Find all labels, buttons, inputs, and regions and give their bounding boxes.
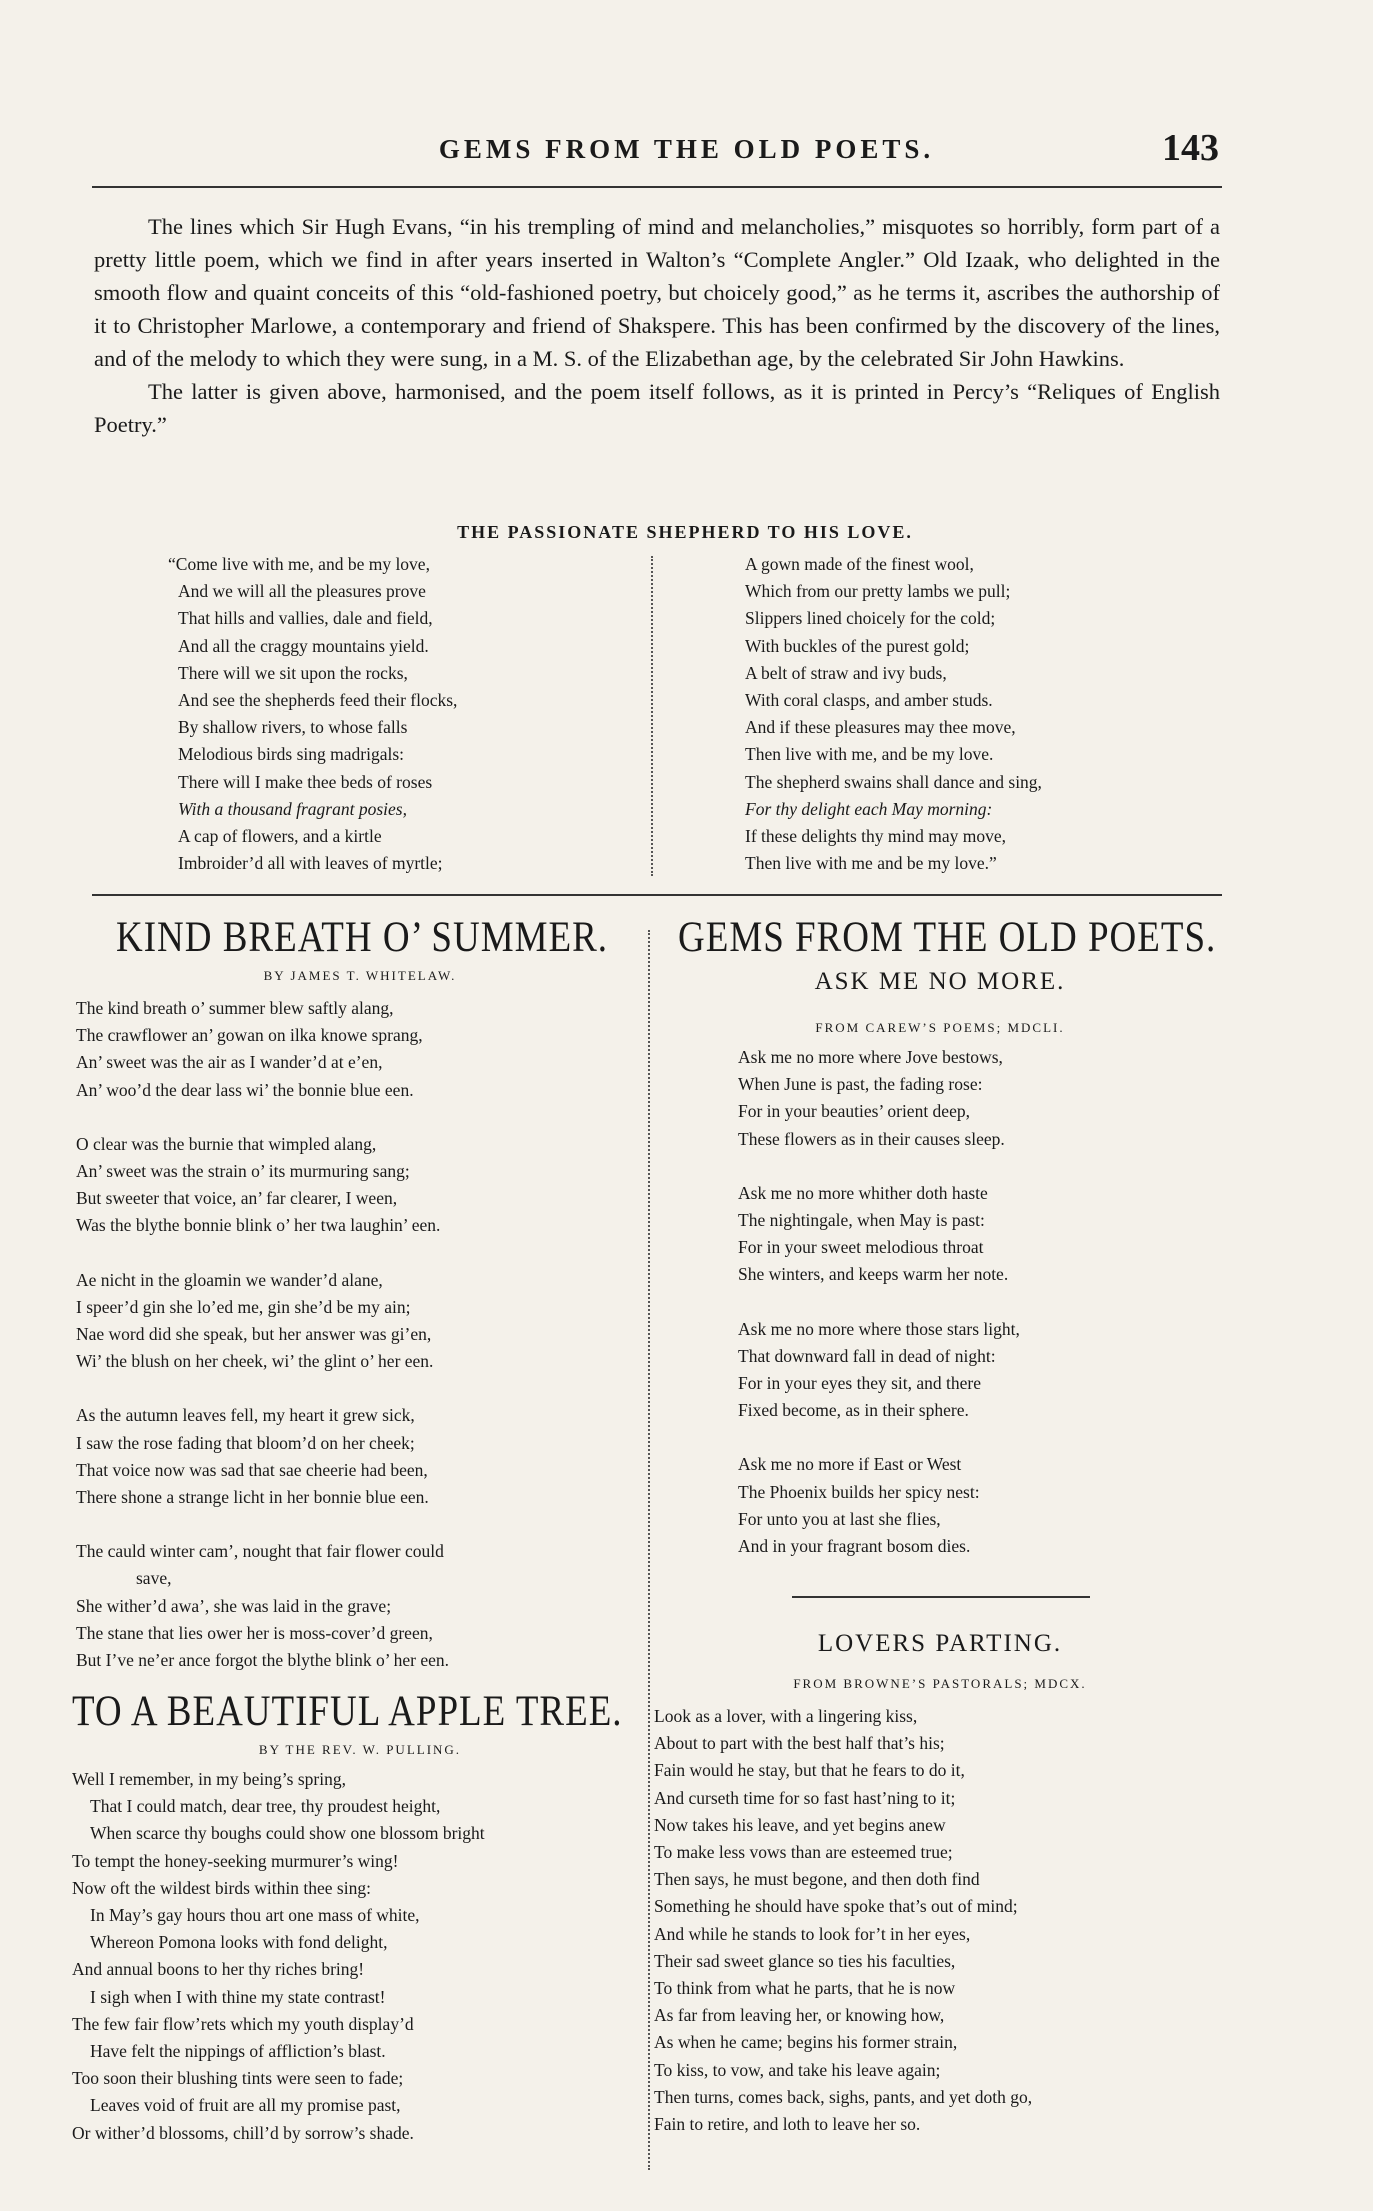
- verse-line: Then live with me, and be my love.: [745, 744, 994, 765]
- verse-line: Now takes his leave, and yet begins anew: [654, 1814, 946, 1835]
- verse-line: To tempt the honey-seeking murmurer’s wing!: [72, 1850, 399, 1871]
- verse-line: Something he should have spoke that’s out of mind;: [654, 1896, 1018, 1917]
- verse-line: For thy delight each May morning:: [745, 798, 993, 819]
- verse-line: That I could match, dear tree, thy proudest height,: [90, 1796, 441, 1817]
- verse-line: There will we sit upon the rocks,: [178, 662, 408, 683]
- stanza: [76, 1402, 636, 1511]
- verse-line: She wither’d awa’, she was laid in the grave;: [76, 1595, 392, 1616]
- verse-line: Ae nicht in the gloamin we wander’d alane,: [76, 1269, 383, 1290]
- verse-line: Melodious birds sing madrigals:: [178, 744, 405, 765]
- lovers-parting-byline: FROM BROWNE’S PASTORALS; MDCX.: [793, 1676, 1087, 1691]
- verse-line: The stane that lies ower her is moss-cover’d green,: [76, 1622, 433, 1643]
- verse-line: Look as a lover, with a lingering kiss,: [654, 1706, 918, 1726]
- verse-line: That hills and vallies, dale and field,: [178, 608, 433, 629]
- verse-line: As far from leaving her, or knowing how,: [654, 2005, 945, 2026]
- header-rule: [92, 186, 1222, 188]
- verse-line: I saw the rose fading that bloom’d on her cheek;: [76, 1432, 415, 1453]
- section-rule: [92, 894, 1222, 896]
- stanza: [738, 1180, 1198, 1289]
- lovers-parting-verse: [654, 1703, 1214, 2138]
- column-divider: [651, 556, 653, 876]
- stanza: [738, 1316, 1198, 1425]
- ask-me-no-more-byline: FROM CAREW’S POEMS; MDCLI.: [815, 1020, 1065, 1035]
- verse-line: Wi’ the blush on her cheek, wi’ the glint o’ her een.: [76, 1351, 434, 1372]
- verse-line: And see the shepherds feed their flocks,: [178, 690, 458, 711]
- verse-line: The kind breath o’ summer blew saftly alang,: [76, 998, 394, 1018]
- verse-line: For in your beauties’ orient deep,: [738, 1101, 970, 1122]
- verse-line: And if these pleasures may thee move,: [745, 717, 1016, 738]
- verse-line: For in your sweet melodious throat: [738, 1237, 984, 1258]
- stanza: [76, 1267, 636, 1376]
- verse-line: An’ sweet was the air as I wander’d at e’en,: [76, 1052, 383, 1073]
- verse-line: The Phoenix builds her spicy nest:: [738, 1481, 980, 1502]
- verse-line: “Come live with me, and be my love,: [168, 554, 430, 574]
- intro-paragraph: The lines which Sir Hugh Evans, “in his trempling of mind and melancholies,” misquotes so horribly, form part of a pretty little poem, which we find in after years inserted in Walton’s “Complete Angler.” Old Izaak, who delighted in the smooth flow and quaint conceits of this “old-fashioned poetry, but choicely good,” as he terms it, ascribes the authorship of it to Christopher Marlowe, a contemporary and friend of Shakspere. This has been confirmed by the discovery of the lines, and of the melody to which they were sung, in a M. S. of the Elizabethan age, by the celebrated Sir John Hawkins.: [94, 214, 1220, 371]
- verse-line: With buckles of the purest gold;: [745, 635, 970, 656]
- verse-line: That downward fall in dead of night:: [738, 1345, 996, 1366]
- verse-line: As the autumn leaves fell, my heart it grew sick,: [76, 1405, 415, 1426]
- verse-line: Slippers lined choicely for the cold;: [745, 608, 996, 629]
- verse-line: The shepherd swains shall dance and sing,: [745, 771, 1042, 792]
- ask-me-no-more-title: ASK ME NO MORE.: [814, 968, 1066, 995]
- page-number: 143: [1162, 127, 1219, 169]
- verse-line: Fixed become, as in their sphere.: [738, 1400, 969, 1421]
- verse-line: An’ woo’d the dear lass wi’ the bonnie blue een.: [76, 1079, 414, 1100]
- verse-line: Was the blythe bonnie blink o’ her twa laughin’ een.: [76, 1215, 441, 1236]
- verse-line: The cauld winter cam’, nought that fair flower could: [76, 1541, 444, 1562]
- verse-line: But sweeter that voice, an’ far clearer, I ween,: [76, 1188, 398, 1209]
- kind-breath-verse: [76, 995, 636, 1701]
- lovers-parting-title: LOVERS PARTING.: [817, 1630, 1063, 1657]
- verse-line: Ask me no more if East or West: [738, 1454, 962, 1475]
- verse-line: I sigh when I with thine my state contrast!: [90, 1986, 386, 2007]
- verse-line: There shone a strange licht in her bonnie blue een.: [76, 1487, 429, 1508]
- verse-line: A cap of flowers, and a kirtle: [178, 826, 382, 847]
- verse-line: And curseth time for so fast hast’ning to it;: [654, 1787, 956, 1808]
- verse-line: And annual boons to her thy riches bring!: [72, 1959, 365, 1980]
- verse-line: Imbroider’d all with leaves of myrtle;: [178, 853, 443, 874]
- verse-line: Ask me no more whither doth haste: [738, 1182, 988, 1203]
- verse-line: And in your fragrant bosom dies.: [738, 1536, 971, 1557]
- verse-line: When scarce thy boughs could show one blossom bright: [90, 1823, 485, 1844]
- stanza: [738, 1044, 1198, 1153]
- verse-line: And we will all the pleasures prove: [178, 581, 426, 602]
- verse-line: With a thousand fragrant posies,: [178, 798, 407, 819]
- verse-line: To think from what he parts, that he is now: [654, 1978, 956, 1999]
- verse-line: For unto you at last she flies,: [738, 1508, 941, 1529]
- passionate-shepherd-right-column: [745, 551, 1205, 877]
- running-title: GEMS FROM THE OLD POETS.: [438, 134, 935, 164]
- verse-line: Then live with me and be my love.”: [745, 853, 997, 874]
- apple-tree-verse: [72, 1766, 652, 2147]
- verse-line: But I’ve ne’er ance forgot the blythe blink o’ her een.: [76, 1650, 450, 1671]
- verse-line: An’ sweet was the strain o’ its murmuring sang;: [76, 1161, 410, 1182]
- verse-line: O clear was the burnie that wimpled alang,: [76, 1133, 377, 1154]
- intro-paragraph: The latter is given above, harmonised, and the poem itself follows, as it is printed in Percy’s “Reliques of English Poetry.”: [94, 379, 1220, 437]
- verse-line: A belt of straw and ivy buds,: [745, 662, 947, 683]
- gems-column-title: GEMS FROM THE OLD POETS.: [678, 913, 1217, 962]
- verse-line: Fain would he stay, but that he fears to do it,: [654, 1760, 965, 1781]
- verse-line: In May’s gay hours thou art one mass of white,: [90, 1905, 420, 1926]
- verse-line: The crawflower an’ gowan on ilka knowe sprang,: [76, 1025, 423, 1046]
- verse-line: Nae word did she speak, but her answer was gi’en,: [76, 1324, 432, 1345]
- kind-breath-title: KIND BREATH O’ SUMMER.: [116, 913, 609, 962]
- verse-line: She winters, and keeps warm her note.: [738, 1264, 1009, 1285]
- verse-line: Fain to retire, and loth to leave her so.: [654, 2114, 921, 2135]
- intro-text: [94, 210, 1220, 441]
- verse-line: The few fair flow’rets which my youth display’d: [72, 2013, 414, 2034]
- verse-line: About to part with the best half that’s his;: [654, 1733, 945, 1754]
- passionate-shepherd-title: THE PASSIONATE SHEPHERD TO HIS LOVE.: [457, 522, 913, 542]
- stanza: [76, 995, 636, 1104]
- verse-line: To make less vows than are esteemed true;: [654, 1842, 953, 1863]
- stanza: [76, 1131, 636, 1240]
- kind-breath-byline: BY JAMES T. WHITELAW.: [263, 968, 457, 983]
- verse-line: Ask me no more where those stars light,: [738, 1318, 1020, 1339]
- section-rule: [792, 1596, 1090, 1598]
- verse-line: And while he stands to look for’t in her eyes,: [654, 1923, 971, 1944]
- verse-line: Or wither’d blossoms, chill’d by sorrow’s shade.: [72, 2122, 414, 2143]
- verse-line: If these delights thy mind may move,: [745, 826, 1006, 847]
- verse-line: With coral clasps, and amber studs.: [745, 690, 993, 711]
- stanza: [76, 1538, 636, 1674]
- apple-tree-byline: BY THE REV. W. PULLING.: [258, 1742, 462, 1757]
- verse-line: save,: [136, 1568, 172, 1589]
- verse-line: That voice now was sad that sae cheerie had been,: [76, 1459, 428, 1480]
- verse-line: For in your eyes they sit, and there: [738, 1373, 982, 1394]
- verse-line: Have felt the nippings of affliction’s blast.: [90, 2041, 386, 2062]
- verse-line: Whereon Pomona looks with fond delight,: [90, 1932, 388, 1953]
- passionate-shepherd-left-column: [168, 551, 648, 877]
- apple-tree-title: TO A BEAUTIFUL APPLE TREE.: [72, 1687, 623, 1736]
- verse-line: These flowers as in their causes sleep.: [738, 1128, 1005, 1149]
- verse-line: Then says, he must begone, and then doth find: [654, 1869, 980, 1890]
- verse-line: To kiss, to vow, and take his leave again;: [654, 2059, 941, 2080]
- verse-line: A gown made of the finest wool,: [745, 554, 974, 574]
- verse-line: As when he came; begins his former strain,: [654, 2032, 958, 2053]
- verse-line: Ask me no more where Jove bestows,: [738, 1047, 1003, 1067]
- verse-line: Now oft the wildest birds within thee sing:: [72, 1877, 371, 1898]
- verse-line: When June is past, the fading rose:: [738, 1074, 983, 1095]
- column-divider: [648, 930, 650, 2170]
- verse-line: And all the craggy mountains yield.: [178, 635, 429, 656]
- verse-line: Leaves void of fruit are all my promise past,: [90, 2095, 401, 2116]
- verse-line: Which from our pretty lambs we pull;: [745, 581, 1011, 602]
- verse-line: Well I remember, in my being’s spring,: [72, 1769, 346, 1789]
- verse-line: Too soon their blushing tints were seen to fade;: [72, 2068, 404, 2089]
- stanza: [738, 1451, 1198, 1560]
- verse-line: By shallow rivers, to whose falls: [178, 717, 408, 738]
- verse-line: There will I make thee beds of roses: [178, 771, 433, 792]
- verse-line: Their sad sweet glance so ties his faculties,: [654, 1950, 956, 1971]
- verse-line: I speer’d gin she lo’ed me, gin she’d be my ain;: [76, 1296, 411, 1317]
- ask-me-no-more-verse: [738, 1044, 1198, 1587]
- verse-line: Then turns, comes back, sighs, pants, and yet doth go,: [654, 2086, 1033, 2107]
- verse-line: The nightingale, when May is past:: [738, 1210, 985, 1231]
